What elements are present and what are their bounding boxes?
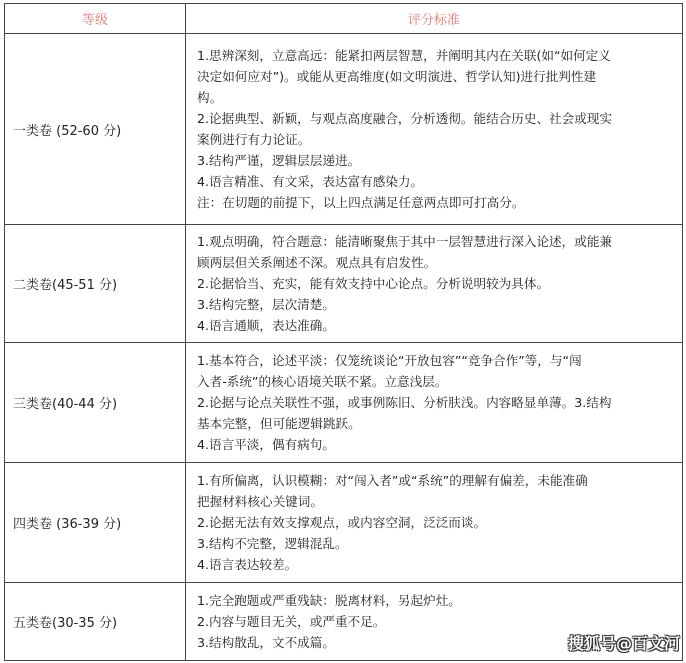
- criteria-line: 3.结构散乱，文不成篇。: [197, 635, 335, 650]
- criteria-line: 3.结构不完整，逻辑混乱。: [197, 536, 348, 551]
- criteria-cell: [186, 343, 683, 463]
- grade-cell: 一类卷 (52-60 分): [5, 34, 186, 225]
- criteria-line: 3.结构完整，层次清楚。: [197, 297, 335, 312]
- criteria-line: 2.论据无法有效支撑观点，或内容空洞，泛泛而谈。: [197, 515, 487, 530]
- table-row: [5, 343, 683, 463]
- header-criteria: 评分标准: [186, 4, 683, 34]
- header-grade: 等级: [5, 4, 186, 34]
- criteria-line: 4.语言平淡，偶有病句。: [197, 437, 335, 452]
- criteria-line: 1.观点明确，符合题意：能清晰聚焦于其中一层智慧进行深入论述，或能兼: [197, 234, 613, 249]
- criteria-line: 1.基本符合，论述平淡：仅笼统谈论“开放包容”“竞争合作”等，与“闯: [197, 353, 582, 368]
- criteria-cell: [186, 34, 683, 225]
- criteria-line: 案例进行有力论证。: [197, 132, 311, 147]
- criteria-line: 顾两层但关系阐述不深。观点具有启发性。: [197, 255, 437, 270]
- grade-cell: 四类卷 (36-39 分): [5, 463, 186, 583]
- criteria-line: 4.语言表达较差。: [197, 557, 298, 572]
- criteria-line: 4.语言通顺，表达准确。: [197, 318, 335, 333]
- table-row: [5, 225, 683, 343]
- criteria-line: 1.思辨深刻，立意高远：能紧扣两层智慧，并阐明其内在关联(如“如何定义: [197, 48, 611, 63]
- grade-cell: 二类卷(45-51 分): [5, 225, 186, 343]
- criteria-line: 基本完整，但可能逻辑跳跃。: [197, 416, 361, 431]
- criteria-line: 入者-系统”的核心语境关联不紧。立意浅层。: [197, 374, 448, 389]
- criteria-line: 决定如何应对”)。或能从更高维度(如文明演进、哲学认知)进行批判性建: [197, 69, 597, 84]
- table-header-row: [5, 4, 683, 34]
- grade-cell: 五类卷(30-35 分): [5, 583, 186, 661]
- table-row: [5, 34, 683, 225]
- criteria-cell: [186, 463, 683, 583]
- criteria-line: 1.完全跑题或严重残缺：脱离材料，另起炉灶。: [197, 593, 461, 608]
- criteria-line: 2.论据与论点关联性不强，或事例陈旧、分析肤浅。内容略显单薄。3.结构: [197, 395, 612, 410]
- criteria-line: 注：在切题的前提下，以上四点满足任意两点即可打高分。: [197, 195, 525, 210]
- criteria-line: 1.有所偏离，认识模糊：对“闯入者”或“系统”的理解有偏差，未能准确: [197, 473, 588, 488]
- criteria-cell: [186, 225, 683, 343]
- criteria-line: 2.内容与题目无关，或严重不足。: [197, 614, 386, 629]
- table-row: [5, 463, 683, 583]
- criteria-line: 2.论据恰当、充实，能有效支持中心论点。分析说明较为具体。: [197, 276, 550, 291]
- grading-table: [4, 3, 683, 661]
- criteria-line: 2.论据典型、新颖，与观点高度融合，分析透彻。能结合历史、社会或现实: [197, 111, 613, 126]
- grade-cell: 三类卷(40-44 分): [5, 343, 186, 463]
- criteria-line: 构。: [197, 90, 223, 105]
- criteria-line: 3.结构严谨，逻辑层层递进。: [197, 153, 361, 168]
- criteria-line: 4.语言精准、有文采，表达富有感染力。: [197, 174, 424, 189]
- criteria-line: 把握材料核心关键词。: [197, 494, 323, 509]
- watermark: 搜狐号@百文河: [567, 634, 680, 653]
